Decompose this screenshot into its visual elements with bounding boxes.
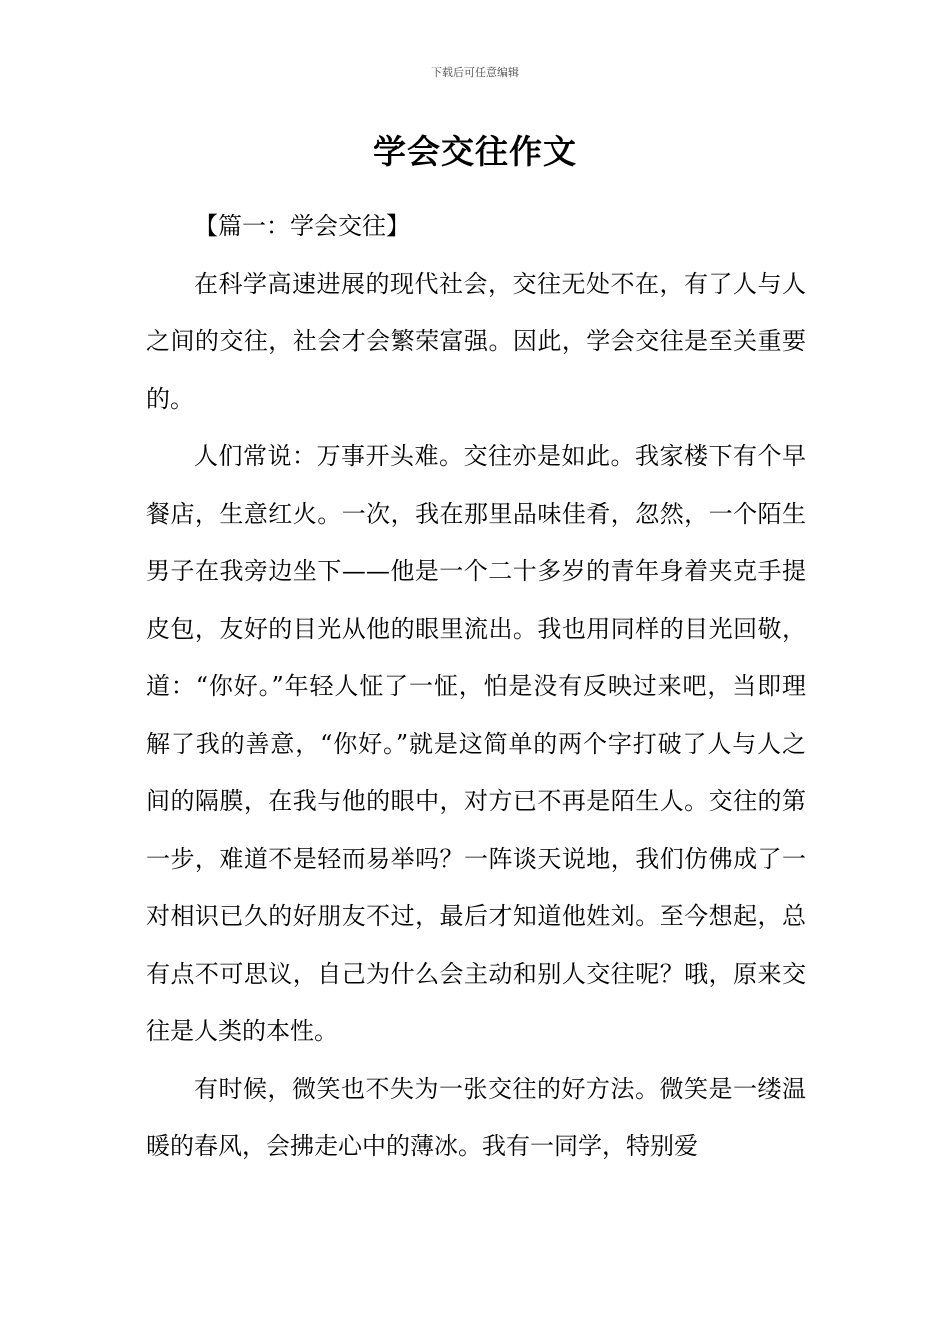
- header-note: 下载后可任意编辑: [431, 66, 519, 79]
- section-heading: 【篇一：学会交往】: [194, 212, 410, 240]
- paragraph-2: 人们常说：万事开头难。交往亦是如此。我家楼下有个早餐店，生意红火。一次，我在那里品味佳肴，忽然，一个陌生男子在我旁边坐下——他是一个二十多岁的青年身着夹克手提皮包，友好的目光从他的眼里流出。我也用同样的目光回敬，道：“你好。”年轻人怔了一怔，怕是没有反映过来吧，当即理解了我的善意，“你好。”就是这简单的两个字打破了人与人之间的隔膜，在我与他的眼中，对方已不再是陌生人。交往的第一步，难道不是轻而易举吗？一阵谈天说地，我们仿佛成了一对相识已久的好朋友不过，最后才知道他姓刘。至今想起，总有点不可思议，自己为什么会主动和别人交往呢？哦，原来交往是人类的本性。: [146, 442, 806, 1045]
- paragraph-1: 在科学高速进展的现代社会，交往无处不在，有了人与人之间的交往，社会才会繁荣富强。因此，学会交往是至关重要的。: [146, 269, 806, 413]
- paragraph-3: 有时候，微笑也不失为一张交往的好方法。微笑是一缕温暖的春风，会拂走心中的薄冰。我有一同学，特别爱: [146, 1074, 806, 1160]
- document-title: 学会交往作文: [373, 132, 577, 171]
- document-body: [146, 198, 806, 1176]
